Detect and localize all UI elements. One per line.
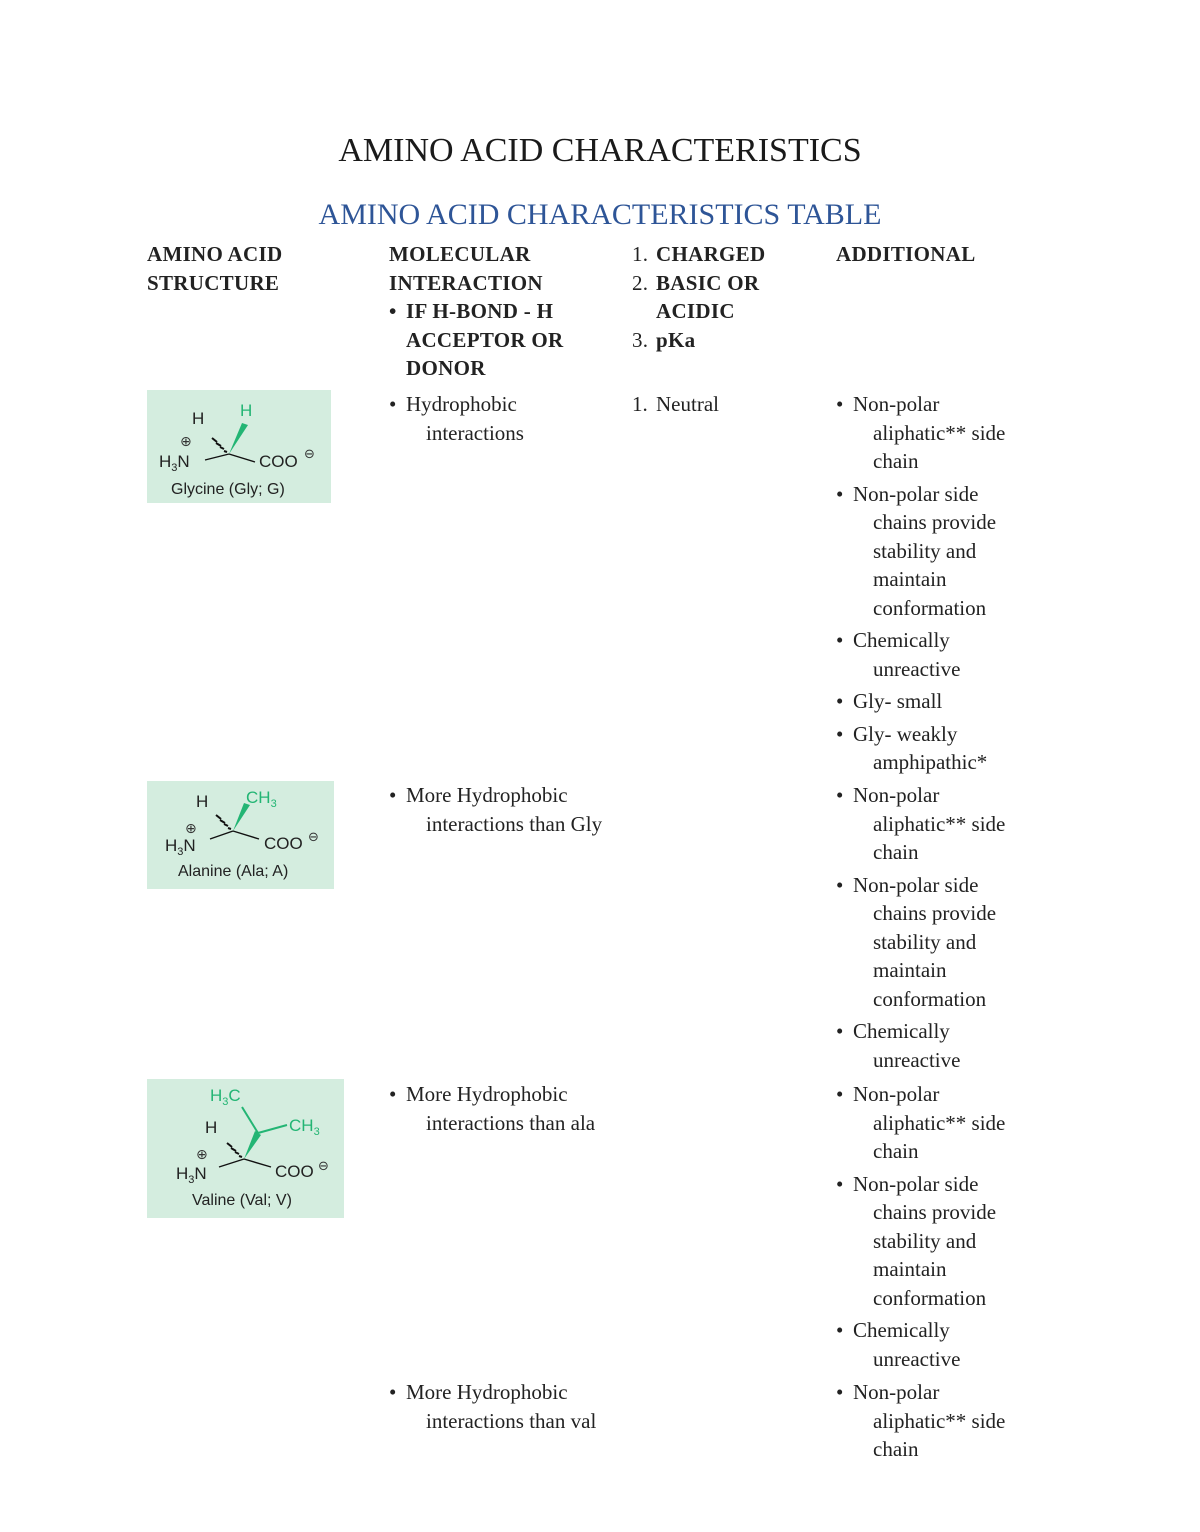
table-title: AMINO ACID CHARACTERISTICS TABLE: [318, 198, 882, 231]
bullet-icon: •: [389, 1380, 397, 1404]
list-item: • Non-polar side chains provide stability and maintain conformation: [836, 481, 997, 620]
bullet-icon: •: [836, 1019, 844, 1043]
glycine-interaction: [389, 390, 619, 451]
list-item: • Chemically unreactive: [836, 628, 961, 681]
negative-charge-icon: ⊖: [304, 446, 315, 461]
list-item: • Chemically unreactive: [836, 1019, 961, 1072]
bullet-icon: •: [389, 392, 397, 416]
bullet-icon: •: [389, 1082, 397, 1106]
positive-charge-icon: ⊕: [185, 820, 197, 836]
glycine-additional: [836, 390, 1036, 781]
bullet-icon: •: [389, 783, 397, 807]
bullet-icon: •: [836, 481, 844, 506]
alanine-structure-image: [147, 781, 334, 889]
header-charged: 1. CHARGED 2. BASIC OR ACIDIC 3. pKa: [632, 242, 766, 352]
list-item: • Gly- weakly amphipathic*: [836, 721, 988, 774]
valine-additional: [836, 1080, 1036, 1377]
amine-label: $H_3N$: [159, 452, 190, 474]
side-chain-label: $CH_3$: [289, 1116, 320, 1138]
h-atom-label: H: [205, 1118, 218, 1137]
row4-additional: [836, 1378, 1036, 1468]
list-item: • Non-polar aliphatic** side chain: [836, 1380, 1006, 1461]
list-item: • Chemically unreactive: [836, 1318, 961, 1371]
bullet-icon: •: [836, 628, 844, 652]
amine-label: $H_3N$: [165, 836, 196, 858]
bullet-icon: •: [836, 721, 844, 746]
structure-caption: Valine (Val; V): [192, 1192, 292, 1209]
list-item: • Non-polar side chains provide stability and maintain conformation: [836, 1171, 997, 1310]
glycine-charge: 1. Neutral: [632, 392, 719, 416]
structure-caption: Alanine (Ala; A): [178, 863, 289, 880]
amine-label: $H_3N$: [176, 1164, 207, 1186]
bullet-icon: •: [836, 1380, 844, 1404]
side-chain-label: $CH_3$: [246, 788, 277, 810]
positive-charge-icon: ⊕: [180, 433, 192, 449]
list-item: • More Hydrophobic interactions than val: [389, 1380, 597, 1433]
bullet-icon: •: [836, 783, 844, 807]
bullet-icon: •: [836, 689, 844, 713]
carboxylate-label: COO: [275, 1162, 314, 1181]
bullet-icon: •: [389, 299, 397, 323]
valine-interaction: [389, 1080, 629, 1141]
alanine-additional: [836, 781, 1036, 1078]
negative-charge-icon: ⊖: [308, 829, 319, 844]
page-title: AMINO ACID CHARACTERISTICS: [338, 132, 862, 169]
header-amino-acid-structure: AMINO ACID STRUCTURE: [147, 242, 283, 295]
list-item: • Non-polar aliphatic** side chain: [836, 783, 1006, 864]
list-item: • Hydrophobic interactions: [389, 392, 524, 445]
side-chain-label: $H_3C$: [210, 1086, 241, 1108]
positive-charge-icon: ⊕: [196, 1146, 208, 1162]
header-bullet: • IF H-BOND - H ACCEPTOR OR DONOR: [389, 299, 564, 380]
carboxylate-label: COO: [264, 834, 303, 853]
header-additional: ADDITIONAL: [836, 242, 976, 266]
row4-interaction: [389, 1378, 629, 1439]
bullet-icon: •: [836, 1082, 844, 1106]
list-item: • Non-polar aliphatic** side chain: [836, 1082, 1006, 1163]
list-item: • Non-polar side chains provide stability and maintain conformation: [836, 872, 997, 1011]
structure-caption: Glycine (Gly; G): [171, 481, 285, 498]
list-item: • Non-polar aliphatic** side chain: [836, 392, 1006, 473]
glycine-structure-image: [147, 390, 331, 503]
alanine-interaction: [389, 781, 619, 842]
carboxylate-label: COO: [259, 452, 298, 471]
negative-charge-icon: ⊖: [318, 1158, 329, 1173]
bullet-icon: •: [836, 1171, 844, 1196]
header-molecular-interaction: MOLECULAR INTERACTION • IF H-BOND - H ACCEPTOR OR DONOR: [389, 240, 619, 383]
bullet-icon: •: [836, 392, 844, 416]
list-item: • More Hydrophobic interactions than ala: [389, 1082, 596, 1135]
h-atom-label: H: [192, 409, 205, 428]
list-item: • Gly- small: [836, 687, 1036, 716]
list-item: • More Hydrophobic interactions than Gly: [389, 783, 603, 836]
bullet-icon: •: [836, 1318, 844, 1342]
bullet-icon: •: [836, 872, 844, 897]
valine-structure-image: [147, 1079, 344, 1218]
h-atom-label: H: [196, 792, 209, 811]
side-chain-label: H: [240, 401, 253, 420]
